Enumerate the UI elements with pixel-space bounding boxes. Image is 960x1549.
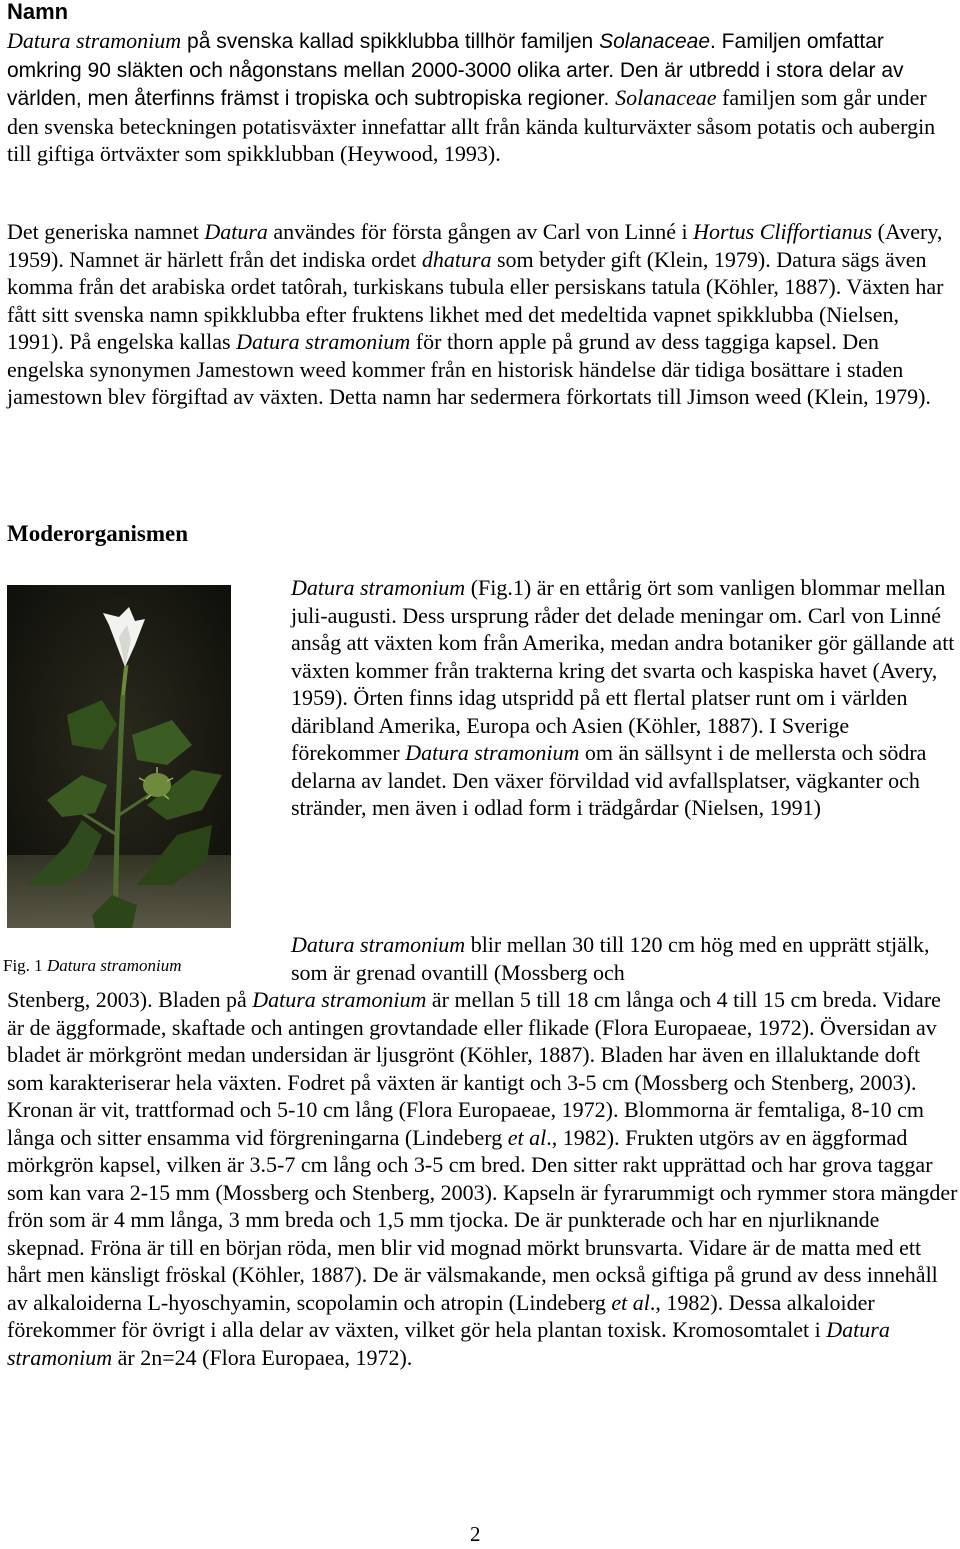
italic-species: Datura stramonium	[7, 28, 182, 53]
text: (Avery, 1959). Namnet är härlett från det indiska ordet	[7, 219, 943, 272]
italic-genus: Datura	[204, 219, 268, 244]
italic-work-title: Hortus Cliffortianus	[693, 219, 873, 244]
heading-moderorganismen: Moderorganismen	[7, 521, 189, 546]
italic-species: Datura stramonium	[252, 987, 427, 1012]
text: ., 1982). Frukten utgörs av en äggformad mörkgrön kapsel, vilken är 3.5-7 cm lång och 3-5 cm bred. Den sitter rakt upprättad och har grova taggar som kan vara 2-15 mm (Mossberg och Stenberg, 2003). Kapseln är fyrarummigt och rymmer stora mängder frön som är 4 mm långa, 3 mm breda och 1,5 mm tjocka. De är punkterade och har en njurliknande skepnad. Fröna är till en början röda, men blir vid mognad mörkt brunsvarta. Vidare är de matta med ett hårt men känsligt fröskal (Köhler, 1887). De är välsmakande, men också giftiga på grund av dess innehåll av alkaloiderna L-hyoschyamin, scopolamin och atropin (Lindeberg	[7, 1124, 958, 1315]
caption-species: Datura stramonium	[46, 956, 182, 975]
italic-et-al: et al	[507, 1124, 547, 1150]
text: Det generiska namnet	[7, 219, 205, 244]
italic-species: Datura stramonium	[7, 1317, 890, 1370]
text: . Familjen omfattar omkring 90 släkten och någonstans mellan 2000-3000 olika arter. Den är utbredd i stora delar av världen, men återfinns främst i tropiska och subtropiska regioner.	[7, 30, 904, 110]
italic-family: Solanaceae	[615, 85, 717, 110]
italic-species: Datura stramonium	[405, 740, 580, 765]
italic-species: Datura stramonium	[236, 329, 411, 354]
figure-plant-photo	[7, 585, 231, 928]
page-number: 2	[470, 1522, 481, 1546]
text: på svenska kallad spikklubba tillhör familjen	[181, 30, 600, 53]
paragraph-namn-etymology	[7, 218, 953, 411]
paragraph-moder-origin	[291, 574, 956, 822]
text: familjen som går under den svenska beteckningen potatisväxter innefattar allt från kända kulturväxter såsom potatis och aubergin till giftiga örtväxter som spikklubban (Heywood, 1993).	[7, 85, 936, 166]
text: användes för första gången av Carl von Linné i	[267, 219, 694, 244]
text: blir mellan 30 till 120 cm hög med en upprätt stjälk, som är grenad ovantill (Mossberg och	[291, 932, 930, 985]
italic-et-al: et al	[611, 1289, 650, 1315]
text: är 2n=24 (Flora Europaea, 1972).	[112, 1344, 413, 1370]
paragraph-moder-description-start	[291, 931, 956, 986]
heading-namn: Namn	[7, 0, 69, 24]
text: ., 1982). Dessa alkaloider förekommer för övrigt i alla delar av växten, vilket gör hela plantan toxisk. Kromosomtalet i	[7, 1289, 875, 1342]
text: (Fig.1) är en ettårig ört som vanligen blommar mellan juli-augusti. Dess ursprung råder det delade meningar om. Carl von Linné ansåg att växten kom från Amerika, medan andra botaniker gör gällande att växten kommer från trakterna kring det svarta och kaspiska havet (Avery, 1959). Örten finns idag utspridd på ett flertal platser runt om i världen däribland Amerika, Europa och Asien (Köhler, 1887). I Sverige förekommer	[291, 575, 955, 765]
text: är mellan 5 till 18 cm långa och 4 till 15 cm breda. Vidare är de äggformade, skaftade och antingen grovtandade eller flikade (Flora Europaeae, 1972). Översidan av bladet är mörkgrönt medan undersidan är ljusgrönt (Köhler, 1887). Bladen har även en illaluktande doft som karakteriserar hela växten. Fodret på växten är kantigt och 3-5 cm (Mossberg och Stenberg, 2003). Kronan är vit, trattformad och 5-10 cm lång (Flora Europaeae, 1972). Blommorna är femtaliga, 8-10 cm långa och sitter ensamma vid förgreningarna (Lindeberg	[7, 987, 941, 1150]
caption-prefix: Fig. 1	[3, 956, 47, 975]
italic-word: dhatura	[421, 246, 492, 272]
italic-family: Solanaceae	[599, 30, 711, 53]
italic-species: Datura stramonium	[291, 932, 466, 957]
text: om än sällsynt i de mellersta och södra delarna av landet. Den växer förvildad vid avfallsplatser, vägkanter och stränder, men även i odlad form i trädgårdar (Nielsen, 1991)	[291, 740, 927, 820]
text: för thorn apple på grund av dess taggiga kapsel. Den engelska synonymen Jamestown weed kommer från en historisk händelse där tidiga bosättare i staden jamestown blev förgiftad av växten. Detta namn har sedermera förkortats till Jimson weed (Klein, 1979).	[7, 329, 931, 409]
paragraph-namn-intro	[7, 27, 953, 168]
text: Stenberg, 2003). Bladen på	[7, 987, 253, 1012]
datura-plant-image	[7, 585, 231, 928]
figure-caption	[3, 955, 182, 977]
text: som betyder gift (Klein, 1979). Datura sägs även komma från det arabiska ordet tatôrah, turkiskans tubula eller persiskans tatula (Köhler, 1887). Växten har fått sitt svenska namn spikklubba efter fruktens likhet med det medeltida vapnet spikklubba (Nielsen, 1991). På engelska kallas	[7, 246, 944, 354]
paragraph-moder-description	[7, 986, 959, 1371]
italic-species: Datura stramonium	[291, 575, 466, 600]
